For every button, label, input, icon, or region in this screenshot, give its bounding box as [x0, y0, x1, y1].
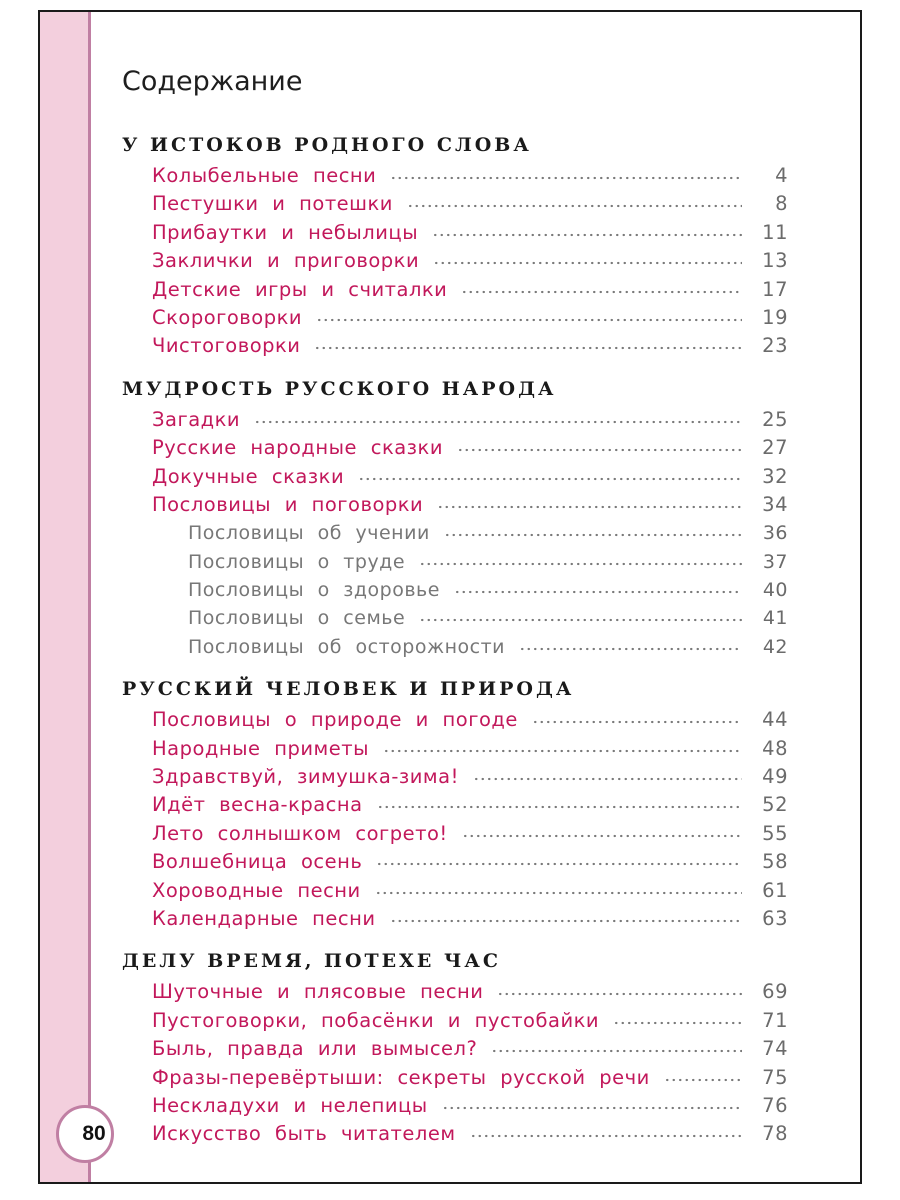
toc-subentry[interactable] — [122, 548, 788, 576]
toc-entry[interactable] — [122, 276, 788, 304]
dot-leader — [419, 560, 742, 568]
toc-entry[interactable] — [122, 406, 788, 434]
toc-entry-page-number: 17 — [762, 277, 788, 301]
toc-subentry[interactable] — [122, 633, 788, 661]
dot-leader — [664, 1076, 742, 1084]
toc-entry-label: Докучные сказки — [152, 464, 345, 488]
toc-entry-label: Искусство быть читателем — [152, 1122, 456, 1146]
dot-leader — [437, 503, 742, 511]
dot-leader — [432, 231, 742, 239]
toc-entry-label: Пословицы и поговорки — [152, 492, 424, 516]
toc-entry-page-number: 32 — [762, 464, 788, 488]
toc-entry-page-number: 19 — [762, 305, 788, 329]
dot-leader — [461, 288, 742, 296]
toc-entry-page-number: 25 — [762, 407, 788, 431]
dot-leader — [462, 832, 742, 840]
toc-entry-label: Волшебница осень — [152, 850, 363, 874]
toc-entry-label: Заклички и приговорки — [152, 249, 420, 273]
margin-stripe — [40, 12, 88, 1182]
toc-entry-label: Нескладухи и нелепицы — [152, 1093, 428, 1117]
toc-entry-page-number: 48 — [762, 736, 788, 760]
toc-entry-label: Лето солнышком согрето! — [152, 821, 448, 845]
toc-entry-label: Пословицы о труде — [188, 550, 406, 573]
toc-entry-label: Скороговорки — [152, 305, 303, 329]
toc-section-heading: МУДРОСТЬ РУССКОГО НАРОДА — [122, 377, 557, 400]
toc-section-heading: У ИСТОКОВ РОДНОГО СЛОВА — [122, 134, 532, 156]
toc-entry-label: Колыбельные песни — [152, 164, 377, 187]
dot-leader — [407, 202, 742, 210]
dot-leader — [390, 174, 742, 182]
margin-stripe-line — [88, 12, 91, 1182]
toc-entry-label: Хороводные песни — [152, 878, 361, 902]
toc-entry-label: Календарные песни — [152, 906, 376, 930]
dot-leader — [314, 344, 742, 352]
toc-entry-page-number: 52 — [762, 793, 788, 817]
toc-entry-page-number: 44 — [762, 708, 788, 732]
toc-entry-page-number: 63 — [762, 906, 788, 930]
toc-entry-page-number: 76 — [762, 1093, 788, 1117]
toc-entry-page-number: 13 — [762, 249, 788, 273]
toc-entry[interactable] — [122, 247, 788, 275]
dot-leader — [457, 446, 742, 454]
dot-leader — [377, 803, 742, 811]
toc-entry[interactable] — [122, 1035, 788, 1063]
toc-entry[interactable] — [122, 491, 788, 519]
toc-entry-label: Прибаутки и небылицы — [152, 220, 419, 244]
toc-entry-label: Пословицы об учении — [188, 522, 430, 545]
dot-leader — [358, 475, 742, 483]
toc-entry-page-number: 55 — [762, 821, 788, 845]
dot-leader — [454, 588, 742, 596]
dot-leader — [433, 259, 742, 267]
dot-leader — [444, 531, 742, 539]
toc-entry-label: Русские народные сказки — [152, 436, 443, 460]
book-page — [38, 10, 862, 1184]
dot-leader — [491, 1047, 742, 1055]
toc-entry-page-number: 36 — [762, 522, 788, 545]
toc-entry-label: Быль, правда или вымысел? — [152, 1037, 478, 1061]
toc-entry-label: Детские игры и считалки — [152, 277, 448, 301]
dot-leader — [375, 889, 742, 897]
dot-leader — [383, 747, 742, 755]
dot-leader — [316, 316, 742, 324]
toc-entry[interactable] — [122, 706, 788, 734]
toc-entry-label: Идёт весна-красна — [152, 793, 363, 817]
toc-section-heading: РУССКИЙ ЧЕЛОВЕК И ПРИРОДА — [122, 678, 575, 701]
toc-entry[interactable] — [122, 304, 788, 332]
toc-entry-page-number: 4 — [775, 164, 788, 187]
toc-entry-page-number: 34 — [762, 492, 788, 516]
toc-entry-page-number: 75 — [762, 1065, 788, 1089]
toc-section-heading: ДЕЛУ ВРЕМЯ, ПОТЕХЕ ЧАС — [122, 950, 501, 973]
toc-entry-label: Пустоговорки, побасёнки и пустобайки — [152, 1008, 600, 1032]
toc-entry-label: Чистоговорки — [152, 334, 301, 358]
dot-leader — [254, 418, 742, 426]
toc-entry-label: Фразы-перевёртыши: секреты русской речи — [152, 1065, 650, 1089]
toc-entry-page-number: 23 — [762, 334, 788, 358]
toc-entry-page-number: 61 — [762, 878, 788, 902]
toc-entry-label: Загадки — [152, 407, 241, 431]
toc-entry[interactable] — [122, 877, 788, 905]
toc-entry-page-number: 11 — [762, 220, 788, 244]
dot-leader — [390, 917, 742, 925]
toc-entry-page-number: 8 — [775, 192, 788, 216]
toc-entry-label: Пословицы о здоровье — [188, 579, 440, 602]
toc-entry[interactable] — [122, 735, 788, 763]
toc-entry[interactable] — [122, 791, 788, 819]
toc-entry-label: Пословицы о природе и погоде — [152, 708, 518, 732]
dot-leader — [613, 1019, 742, 1027]
dot-leader — [419, 616, 742, 624]
toc-entry[interactable] — [122, 219, 788, 247]
toc-entry[interactable] — [122, 162, 788, 190]
toc-entry-label: Здравствуй, зимушка-зима! — [152, 765, 459, 789]
toc-entry-label: Пестушки и потешки — [152, 192, 393, 216]
toc-entry[interactable] — [122, 905, 788, 933]
toc-entry-label: Пословицы об осторожности — [188, 635, 506, 658]
toc-entry-page-number: 74 — [762, 1037, 788, 1061]
page-number: 80 — [82, 1122, 106, 1145]
dot-leader — [442, 1104, 742, 1112]
toc-entry-page-number: 37 — [762, 550, 788, 573]
table-of-contents — [122, 129, 788, 1149]
dot-leader — [497, 990, 742, 998]
toc-entry[interactable] — [122, 190, 788, 218]
toc-entry[interactable] — [122, 1120, 788, 1148]
dot-leader — [470, 1132, 742, 1140]
toc-entry-page-number: 41 — [762, 607, 788, 630]
toc-entry[interactable] — [122, 848, 788, 876]
page-title: Содержание — [122, 66, 303, 97]
dot-leader — [473, 775, 742, 783]
dot-leader — [519, 645, 742, 653]
toc-entry[interactable] — [122, 1064, 788, 1092]
toc-entry[interactable] — [122, 434, 788, 462]
toc-entry-page-number: 71 — [762, 1008, 788, 1032]
toc-entry-label: Шуточные и плясовые песни — [152, 980, 484, 1004]
toc-entry[interactable] — [122, 1092, 788, 1120]
toc-entry-page-number: 69 — [762, 980, 788, 1004]
dot-leader — [376, 860, 742, 868]
toc-entry-label: Народные приметы — [152, 736, 370, 760]
toc-subentry[interactable] — [122, 519, 788, 547]
toc-entry[interactable] — [122, 978, 788, 1006]
toc-entry[interactable] — [122, 763, 788, 791]
toc-entry-label: Пословицы о семье — [188, 607, 406, 630]
toc-subentry[interactable] — [122, 604, 788, 632]
toc-entry-page-number: 78 — [762, 1122, 788, 1146]
toc-entry-page-number: 49 — [762, 765, 788, 789]
toc-entry[interactable] — [122, 820, 788, 848]
toc-entry-page-number: 40 — [762, 579, 788, 602]
toc-entry[interactable] — [122, 463, 788, 491]
dot-leader — [532, 718, 742, 726]
toc-entry[interactable] — [122, 332, 788, 360]
toc-subentry[interactable] — [122, 576, 788, 604]
toc-entry-page-number: 42 — [762, 635, 788, 658]
toc-entry-page-number: 27 — [762, 436, 788, 460]
toc-entry[interactable] — [122, 1007, 788, 1035]
toc-entry-page-number: 58 — [762, 850, 788, 874]
